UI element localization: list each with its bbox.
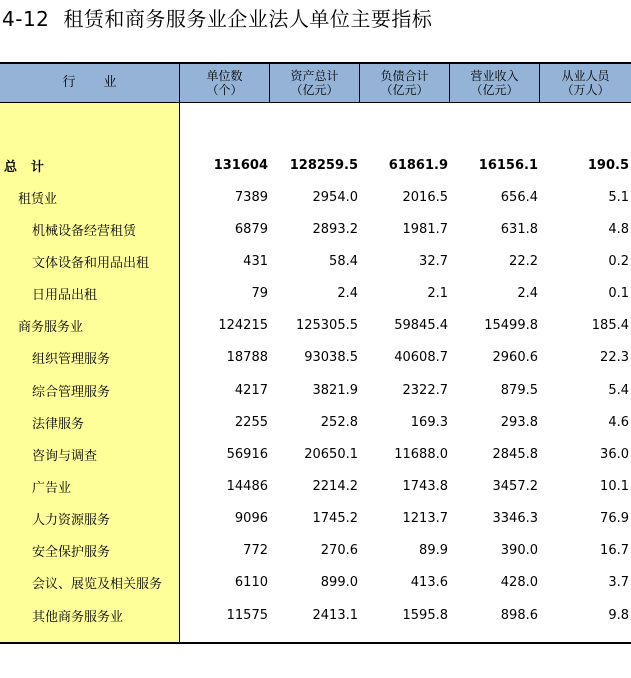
header-units-line2: （个） [206, 83, 243, 97]
employees-value: 3.7 [608, 575, 629, 591]
total-row [0, 149, 631, 181]
industry-name: 会议、展览及相关服务 [32, 577, 163, 593]
employees-value: 0.1 [608, 286, 629, 302]
assets-value: 128259.5 [289, 157, 358, 173]
industry-name: 人力资源服务 [32, 513, 111, 529]
assets-value: 2.4 [337, 286, 358, 302]
table-bottom-rule [0, 642, 631, 644]
units-value: 9096 [234, 511, 268, 527]
employees-value: 5.4 [608, 382, 629, 398]
table-row [0, 438, 631, 470]
assets-value: 1745.2 [312, 511, 358, 527]
assets-value: 58.4 [329, 253, 358, 269]
table-title: 租赁和商务服务业企业法人单位主要指标 [63, 7, 433, 31]
industry-name: 其他商务服务业 [32, 609, 124, 625]
employees-value: 10.1 [600, 478, 629, 494]
table-rows [0, 149, 631, 631]
revenue-value: 293.8 [500, 414, 538, 430]
units-value: 79 [251, 286, 268, 302]
revenue-value: 2845.8 [492, 446, 538, 462]
liabilities-value: 2322.7 [402, 382, 448, 398]
assets-value: 270.6 [320, 543, 358, 559]
page-title [2, 4, 432, 34]
industry-name: 组织管理服务 [32, 352, 111, 368]
units-value: 56916 [226, 446, 268, 462]
revenue-value: 22.2 [509, 253, 538, 269]
revenue-value: 879.5 [500, 382, 538, 398]
industry-name: 租赁业 [18, 191, 58, 207]
table-row [0, 245, 631, 277]
header-industry [0, 64, 180, 102]
revenue-value: 390.0 [500, 543, 538, 559]
employees-value: 36.0 [600, 446, 629, 462]
units-value: 131604 [213, 157, 268, 173]
employees-value: 9.8 [608, 607, 629, 623]
employees-value: 4.6 [608, 414, 629, 430]
table-row [0, 535, 631, 567]
assets-value: 93038.5 [304, 350, 358, 366]
revenue-value: 631.8 [500, 221, 538, 237]
assets-value: 2413.1 [312, 607, 358, 623]
header-units [180, 64, 270, 102]
table-row [0, 213, 631, 245]
stats-table [0, 62, 631, 644]
liabilities-value: 1213.7 [402, 511, 448, 527]
units-value: 4217 [234, 382, 268, 398]
header-assets [270, 64, 360, 102]
liabilities-value: 413.6 [410, 575, 448, 591]
industry-name: 商务服务业 [18, 320, 84, 336]
employees-value: 185.4 [591, 318, 629, 334]
header-assets-line2: （亿元） [290, 83, 339, 97]
table-row [0, 278, 631, 310]
header-liabilities-line1: 负债合计 [380, 69, 429, 83]
revenue-value: 15499.8 [484, 318, 538, 334]
units-value: 772 [243, 543, 268, 559]
industry-name: 机械设备经营租赁 [32, 223, 137, 239]
industry-name: 广告业 [32, 480, 72, 496]
assets-value: 252.8 [320, 414, 358, 430]
header-employees [540, 64, 631, 102]
table-row [0, 406, 631, 438]
liabilities-value: 11688.0 [394, 446, 448, 462]
units-value: 2255 [234, 414, 268, 430]
employees-value: 16.7 [600, 543, 629, 559]
liabilities-value: 1981.7 [402, 221, 448, 237]
header-revenue-line2: （亿元） [470, 83, 519, 97]
table-row [0, 181, 631, 213]
industry-name: 法律服务 [32, 416, 85, 432]
header-assets-line1: 资产总计 [290, 69, 339, 83]
table-header [0, 64, 631, 103]
revenue-value: 898.6 [500, 607, 538, 623]
table-row [0, 342, 631, 374]
table-row [0, 374, 631, 406]
assets-value: 899.0 [320, 575, 358, 591]
units-value: 14486 [226, 478, 268, 494]
units-value: 18788 [226, 350, 268, 366]
units-value: 431 [243, 253, 268, 269]
table-row [0, 310, 631, 342]
employees-value: 4.8 [608, 221, 629, 237]
liabilities-value: 40608.7 [394, 350, 448, 366]
assets-value: 2954.0 [312, 189, 358, 205]
units-value: 6879 [234, 221, 268, 237]
assets-value: 125305.5 [295, 318, 358, 334]
table-number: 4-12 [2, 7, 50, 31]
header-liabilities-line2: （亿元） [380, 83, 429, 97]
liabilities-value: 169.3 [410, 414, 448, 430]
table-row [0, 567, 631, 599]
employees-value: 22.3 [600, 350, 629, 366]
assets-value: 3821.9 [312, 382, 358, 398]
header-employees-line2: （万人） [561, 83, 610, 97]
revenue-value: 428.0 [500, 575, 538, 591]
liabilities-value: 59845.4 [394, 318, 448, 334]
liabilities-value: 61861.9 [388, 157, 448, 173]
units-value: 11575 [226, 607, 268, 623]
liabilities-value: 32.7 [419, 253, 448, 269]
revenue-value: 3346.3 [492, 511, 538, 527]
revenue-value: 656.4 [500, 189, 538, 205]
units-value: 7389 [234, 189, 268, 205]
header-industry-label: 行业 [62, 75, 145, 90]
table-body [0, 103, 631, 642]
employees-value: 0.2 [608, 253, 629, 269]
liabilities-value: 2.1 [427, 286, 448, 302]
header-liabilities [360, 64, 450, 102]
industry-name: 日用品出租 [32, 288, 98, 304]
industry-name: 文体设备和用品出租 [32, 255, 150, 271]
employees-value: 76.9 [600, 511, 629, 527]
revenue-value: 2960.6 [492, 350, 538, 366]
header-revenue-line1: 营业收入 [470, 69, 519, 83]
table-row [0, 599, 631, 631]
industry-name: 总计 [4, 159, 59, 175]
units-value: 6110 [234, 575, 268, 591]
header-revenue [450, 64, 540, 102]
employees-value: 190.5 [587, 157, 629, 173]
header-units-line1: 单位数 [206, 69, 243, 83]
revenue-value: 16156.1 [478, 157, 538, 173]
industry-name: 综合管理服务 [32, 384, 111, 400]
liabilities-value: 1743.8 [402, 478, 448, 494]
liabilities-value: 89.9 [419, 543, 448, 559]
table-row [0, 503, 631, 535]
assets-value: 2214.2 [312, 478, 358, 494]
industry-name: 安全保护服务 [32, 545, 111, 561]
units-value: 124215 [218, 318, 268, 334]
header-employees-line1: 从业人员 [561, 69, 610, 83]
revenue-value: 3457.2 [492, 478, 538, 494]
assets-value: 20650.1 [304, 446, 358, 462]
assets-value: 2893.2 [312, 221, 358, 237]
table-row [0, 470, 631, 502]
liabilities-value: 1595.8 [402, 607, 448, 623]
industry-name: 咨询与调查 [32, 448, 98, 464]
liabilities-value: 2016.5 [402, 189, 448, 205]
employees-value: 5.1 [608, 189, 629, 205]
revenue-value: 2.4 [517, 286, 538, 302]
